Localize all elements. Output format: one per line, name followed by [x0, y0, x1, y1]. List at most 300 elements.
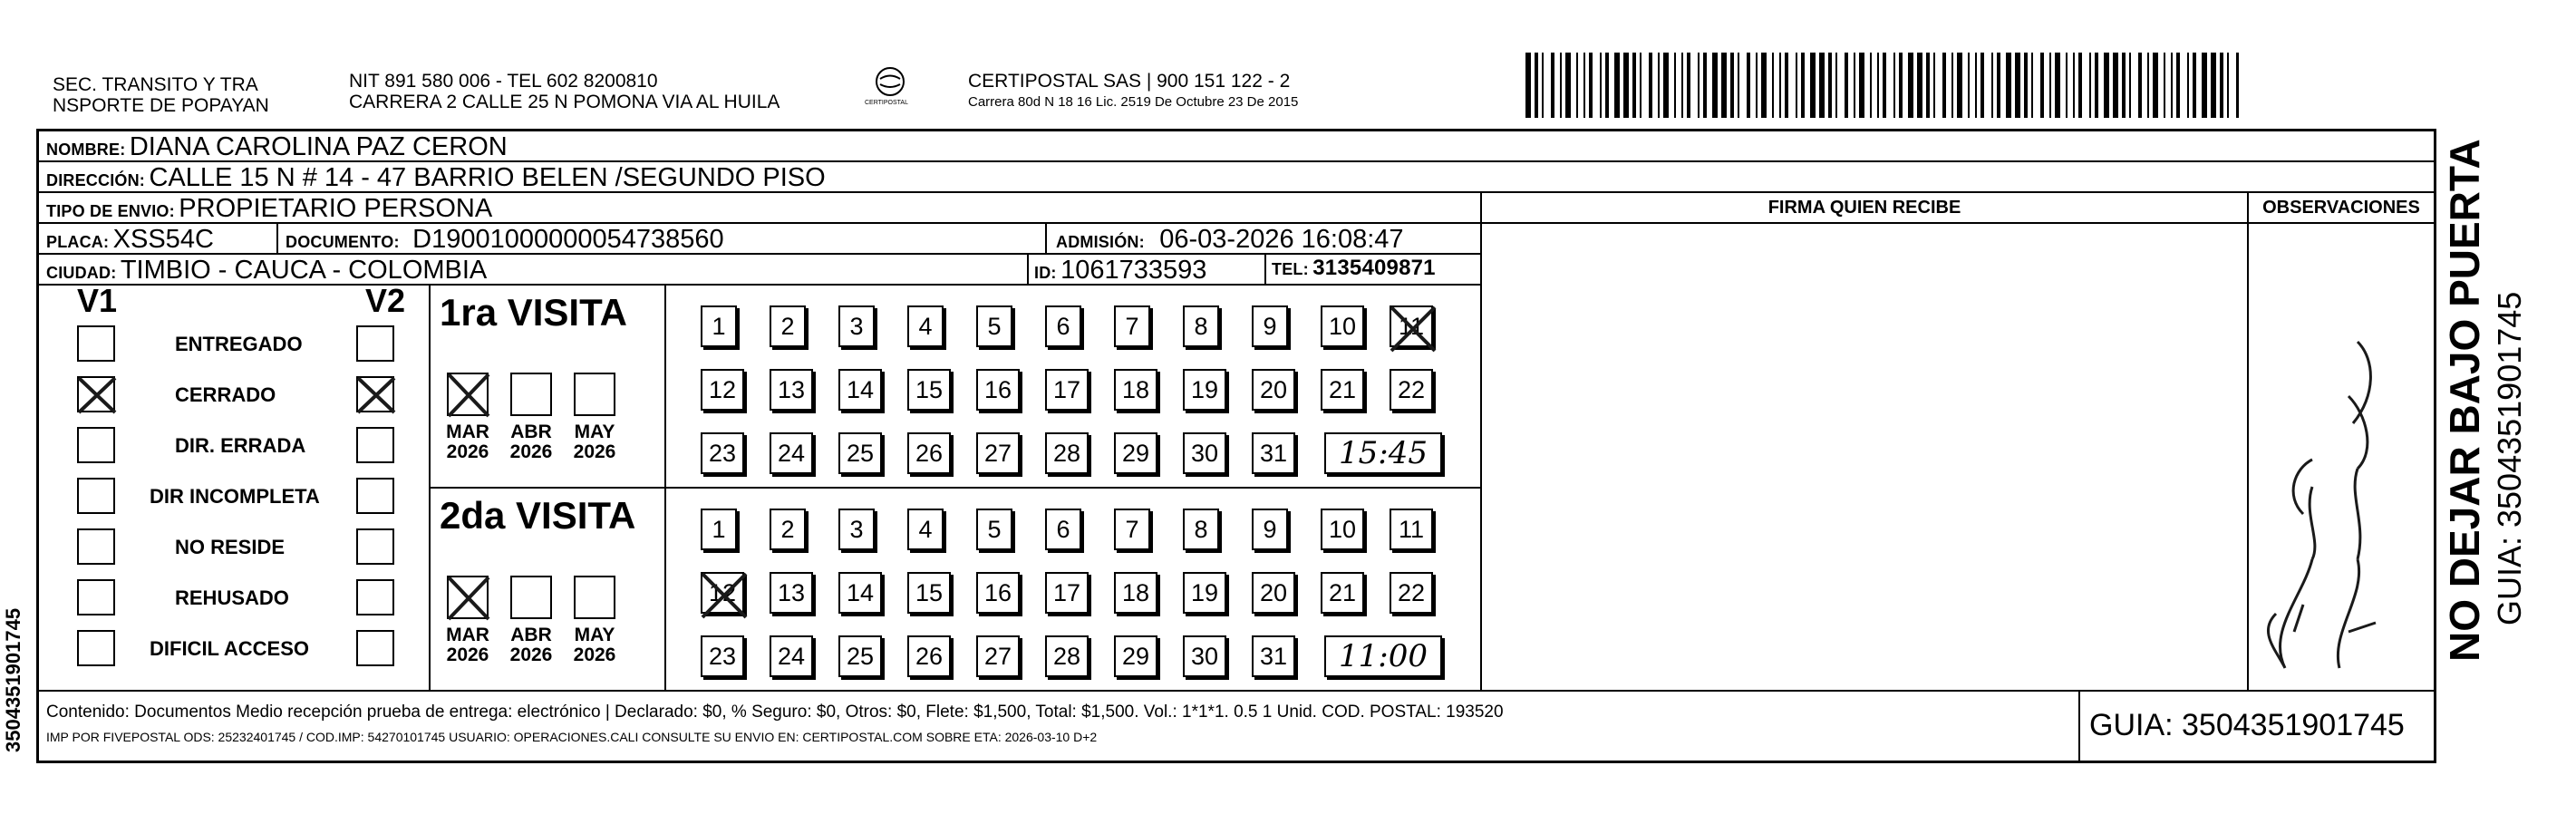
signature-area[interactable]: [1482, 287, 2247, 690]
carrier-logo-icon: [863, 65, 917, 102]
day-box[interactable]: [1252, 432, 1295, 474]
status-label: ENTREGADO: [175, 333, 303, 355]
shipping-label-frame: [36, 129, 2436, 763]
day-box[interactable]: [1183, 369, 1226, 411]
barcode: [1525, 53, 2239, 118]
day-number: 2: [780, 312, 795, 340]
barcode-bar: [1632, 53, 1636, 118]
barcode-bar: [1933, 53, 1935, 118]
day-box[interactable]: [1252, 509, 1288, 550]
day-box[interactable]: [976, 305, 1012, 347]
v1-checkbox[interactable]: [77, 528, 115, 565]
barcode-bar: [1942, 53, 1946, 118]
visit1-title: 1ra VISITA: [440, 291, 627, 334]
barcode-bar: [1975, 53, 1977, 118]
day-box[interactable]: [1390, 305, 1433, 347]
row-nombre: [39, 131, 2434, 162]
status-label: DIFICIL ACCESO: [150, 637, 310, 660]
barcode-bar: [1576, 53, 1578, 118]
day-box[interactable]: [976, 572, 1020, 614]
day-number: 8: [1194, 312, 1208, 340]
firma-header: FIRMA QUIEN RECIBE: [1767, 197, 1961, 218]
barcode-bar: [1747, 53, 1750, 118]
barcode-bar: [1721, 53, 1727, 118]
visit2-title: 2da VISITA: [440, 494, 636, 537]
barcode-bar: [1674, 53, 1676, 118]
day-number: 13: [777, 578, 806, 606]
admision-value: 06-03-2026 16:08:47: [1159, 225, 1404, 254]
barcode-bar: [1870, 53, 1872, 118]
ciudad-label: CIUDAD:: [46, 264, 117, 282]
carrier-line-2: Carrera 80d N 18 16 Lic. 2519 De Octubre 23 De 2015: [968, 94, 1299, 110]
check-mark-icon: [445, 574, 492, 623]
barcode-bar: [1845, 53, 1848, 118]
day-box[interactable]: [838, 572, 882, 614]
v1-checkbox[interactable]: [77, 478, 115, 514]
day-number: 11: [1398, 312, 1425, 340]
barcode-bar: [1877, 53, 1879, 118]
day-number: 11: [1398, 515, 1425, 543]
month-year: 2026: [446, 644, 489, 665]
barcode-bar: [1525, 53, 1531, 118]
day-number: 19: [1190, 375, 1219, 403]
day-box[interactable]: [907, 432, 951, 474]
day-box[interactable]: [838, 305, 875, 347]
barcode-bar: [1991, 53, 1993, 118]
day-box[interactable]: [1114, 305, 1150, 347]
barcode-bar: [2227, 53, 2229, 118]
day-box[interactable]: [976, 432, 1020, 474]
day-box[interactable]: [1114, 572, 1157, 614]
day-number: 16: [983, 578, 1012, 606]
day-box[interactable]: [1183, 432, 1226, 474]
barcode-bar: [2147, 53, 2149, 118]
month-label: ABR: [510, 422, 552, 442]
day-number: 20: [1259, 375, 1288, 403]
barcode-bar: [1535, 53, 1538, 118]
day-number: 24: [777, 642, 806, 670]
day-box[interactable]: [1183, 572, 1226, 614]
day-box[interactable]: [1045, 432, 1089, 474]
barcode-bar: [1623, 53, 1629, 118]
month-year: 2026: [446, 441, 489, 462]
barcode-bar: [2006, 53, 2011, 118]
footer-guia: GUIA: 3504351901745: [2089, 708, 2405, 742]
v2-checkbox[interactable]: [356, 630, 394, 666]
barcode-bar: [2066, 53, 2068, 118]
barcode-bar: [2049, 53, 2051, 118]
month-year: 2026: [573, 644, 616, 665]
barcode-bar: [1779, 53, 1781, 118]
barcode-bar: [1980, 53, 1984, 118]
day-number: 27: [983, 642, 1012, 670]
barcode-bar: [1859, 53, 1864, 118]
nombre-value: DIANA CAROLINA PAZ CERON: [129, 132, 508, 161]
documento-value: D19001000000054738560: [412, 225, 724, 254]
day-box[interactable]: [1045, 305, 1081, 347]
barcode-bar: [1663, 53, 1669, 118]
row-ciudad: [39, 255, 1482, 286]
day-number: 9: [1263, 515, 1277, 543]
check-mark-icon: [445, 371, 492, 420]
barcode-bar: [1917, 53, 1922, 118]
day-number: 7: [1125, 312, 1139, 340]
day-number: 15: [915, 578, 944, 606]
day-number: 1: [712, 312, 726, 340]
time-box[interactable]: [1324, 432, 1442, 474]
day-box[interactable]: [838, 432, 882, 474]
day-number: 4: [918, 312, 933, 340]
day-box[interactable]: [838, 635, 882, 677]
barcode-bar: [1908, 53, 1913, 118]
month-year: 2026: [509, 441, 553, 462]
status-label: NO RESIDE: [175, 536, 286, 558]
barcode-bar: [1997, 53, 2000, 118]
check-mark-icon: [75, 374, 119, 416]
day-number: 17: [1052, 578, 1081, 606]
day-box[interactable]: [1252, 369, 1295, 411]
day-number: 16: [983, 375, 1012, 403]
day-box[interactable]: [1114, 509, 1150, 550]
documento-label: DOCUMENTO:: [286, 233, 400, 251]
day-number: 10: [1328, 515, 1357, 543]
nit-line-1: NIT 891 580 006 - TEL 602 8200810: [349, 71, 658, 92]
barcode-bar: [1703, 53, 1707, 118]
day-box[interactable]: [907, 635, 951, 677]
day-box[interactable]: [1183, 509, 1219, 550]
day-box[interactable]: [1252, 305, 1288, 347]
v1-checkbox[interactable]: [77, 376, 115, 412]
month-checkbox[interactable]: [574, 576, 615, 619]
check-mark-icon: [699, 570, 750, 621]
day-number: 29: [1121, 642, 1150, 670]
carrier-line-1: CERTIPOSTAL SAS | 900 151 122 - 2: [968, 71, 1291, 92]
barcode-bar: [1605, 53, 1609, 118]
barcode-bar: [1801, 53, 1805, 118]
tipo-value: PROPIETARIO PERSONA: [179, 194, 493, 223]
day-box[interactable]: [701, 369, 744, 411]
day-number: 26: [915, 439, 944, 467]
day-number: 27: [983, 439, 1012, 467]
admision-label: ADMISIÓN:: [1056, 233, 1145, 251]
barcode-bar: [1681, 53, 1683, 118]
footer-imp: IMP POR FIVEPOSTAL ODS: 25232401745 / COD.IMP: 54270101745 USUARIO: OPERACIONES.CALI CONSULTE SU ENVIO EN: CERTIPOSTAL.COM SOBRE ETA: 2026-03-10 D+2: [46, 730, 1098, 744]
day-box[interactable]: [770, 509, 806, 550]
day-number: 23: [708, 439, 737, 467]
month-checkbox[interactable]: [447, 373, 489, 416]
barcode-bar: [2113, 53, 2118, 118]
v2-checkbox[interactable]: [356, 579, 394, 615]
day-number: 12: [708, 375, 737, 403]
v1-checkbox[interactable]: [77, 427, 115, 463]
day-box[interactable]: [1390, 369, 1433, 411]
day-box[interactable]: [1045, 509, 1081, 550]
day-number: 3: [849, 515, 864, 543]
month-checkbox[interactable]: [510, 373, 552, 416]
direccion-value: CALLE 15 N # 14 - 47 BARRIO BELEN /SEGUNDO PISO: [149, 163, 826, 192]
status-label: REHUSADO: [175, 586, 289, 609]
barcode-bar: [2164, 53, 2165, 118]
time-value: 15:45: [1339, 435, 1428, 471]
month-year: 2026: [573, 441, 616, 462]
day-number: 31: [1259, 642, 1288, 670]
status-area: [39, 282, 1482, 690]
day-number: 13: [777, 375, 806, 403]
day-box[interactable]: [1114, 635, 1157, 677]
barcode-bar: [2202, 53, 2207, 118]
day-box[interactable]: [701, 635, 744, 677]
barcode-bar: [1640, 53, 1641, 118]
day-box[interactable]: [1183, 305, 1219, 347]
v2-checkbox[interactable]: [356, 528, 394, 565]
barcode-bar: [2176, 53, 2180, 118]
barcode-bar: [2095, 53, 2098, 118]
day-number: 29: [1121, 439, 1150, 467]
nit-line-2: CARRERA 2 CALLE 25 N POMONA VIA AL HUILA: [349, 92, 780, 112]
barcode-bar: [2024, 53, 2028, 118]
day-box[interactable]: [907, 572, 951, 614]
month-label: ABR: [510, 625, 552, 645]
observaciones-area[interactable]: [2249, 287, 2434, 690]
day-number: 30: [1190, 439, 1219, 467]
barcode-bar: [2220, 53, 2223, 118]
v2-checkbox[interactable]: [356, 325, 394, 362]
side-guia: GUIA: 3504351901745: [2491, 291, 2528, 625]
day-box[interactable]: [701, 432, 744, 474]
barcode-bar: [2236, 53, 2239, 118]
day-box[interactable]: [838, 509, 875, 550]
id-value: 1061733593: [1060, 256, 1207, 285]
barcode-bar: [2040, 53, 2044, 118]
time-value: 11:00: [1339, 638, 1428, 674]
day-box[interactable]: [907, 305, 944, 347]
placa-value: XSS54C: [112, 225, 214, 254]
day-number: 3: [849, 312, 864, 340]
tel-label: TEL:: [1272, 260, 1309, 278]
barcode-bar: [1810, 53, 1816, 118]
v2-checkbox[interactable]: [356, 478, 394, 514]
barcode-bar: [2078, 53, 2082, 118]
day-number: 18: [1121, 375, 1150, 403]
day-number: 28: [1052, 642, 1081, 670]
barcode-bar: [1698, 53, 1700, 118]
day-number: 7: [1125, 515, 1139, 543]
day-number: 17: [1052, 375, 1081, 403]
sender-line-2: NSPORTE DE POPAYAN: [53, 95, 269, 116]
day-number: 1: [712, 515, 726, 543]
day-number: 18: [1121, 578, 1150, 606]
month-checkbox[interactable]: [574, 373, 615, 416]
barcode-bar: [1819, 53, 1825, 118]
barcode-bar: [2015, 53, 2020, 118]
tipo-label: TIPO DE ENVIO:: [46, 202, 175, 220]
day-number: 5: [987, 312, 1002, 340]
tel-value: 3135409871: [1312, 256, 1436, 280]
day-box[interactable]: [701, 572, 744, 614]
day-box[interactable]: [770, 369, 813, 411]
day-box[interactable]: [1321, 305, 1364, 347]
day-number: 28: [1052, 439, 1081, 467]
observaciones-header: OBSERVACIONES: [2262, 197, 2420, 218]
day-number: 8: [1194, 515, 1208, 543]
day-box[interactable]: [1045, 369, 1089, 411]
sender-line-1: SEC. TRANSITO Y TRA: [53, 74, 258, 95]
day-number: 22: [1397, 578, 1426, 606]
barcode-bar: [1772, 53, 1774, 118]
barcode-bar: [1589, 53, 1593, 118]
month-label: MAY: [574, 422, 615, 442]
day-box[interactable]: [770, 305, 806, 347]
barcode-bar: [1600, 53, 1602, 118]
barcode-bar: [2055, 53, 2060, 118]
status-label: DIR. ERRADA: [175, 434, 306, 457]
barcode-bar: [1957, 53, 1962, 118]
barcode-bar: [2193, 53, 2196, 118]
day-number: 25: [846, 642, 875, 670]
barcode-bar: [1649, 53, 1652, 118]
barcode-bar: [1835, 53, 1837, 118]
day-box[interactable]: [701, 305, 737, 347]
day-box[interactable]: [1321, 572, 1364, 614]
time-box[interactable]: [1324, 635, 1442, 677]
month-checkbox[interactable]: [510, 576, 552, 619]
day-box[interactable]: [1114, 432, 1157, 474]
day-number: 6: [1056, 312, 1070, 340]
barcode-bar: [1828, 53, 1832, 118]
day-box[interactable]: [1114, 369, 1157, 411]
month-checkbox[interactable]: [447, 576, 489, 619]
day-box[interactable]: [907, 509, 944, 550]
day-box[interactable]: [1045, 572, 1089, 614]
barcode-bar: [1926, 53, 1930, 118]
status-label: DIR INCOMPLETA: [150, 485, 320, 508]
left-edge-code: 3504351901745: [2, 607, 24, 752]
barcode-bar: [2073, 53, 2075, 118]
day-box[interactable]: [770, 432, 813, 474]
day-number: 20: [1259, 578, 1288, 606]
row-direccion: [39, 162, 2434, 193]
day-box[interactable]: [976, 509, 1012, 550]
logo-caption: CERTIPOSTAL: [865, 100, 908, 106]
barcode-bar: [1730, 53, 1734, 118]
day-number: 2: [780, 515, 795, 543]
barcode-bar: [1756, 53, 1758, 118]
day-box[interactable]: [770, 635, 813, 677]
check-mark-icon: [354, 374, 398, 416]
day-box[interactable]: [838, 369, 882, 411]
barcode-bar: [1551, 53, 1554, 118]
day-box[interactable]: [1252, 635, 1295, 677]
day-number: 10: [1328, 312, 1357, 340]
barcode-bar: [1951, 53, 1953, 118]
barcode-bar: [1785, 53, 1788, 118]
day-number: 6: [1056, 515, 1070, 543]
day-box[interactable]: [1321, 369, 1364, 411]
carrier-logo: [863, 65, 917, 116]
day-number: 5: [987, 515, 1002, 543]
nombre-label: NOMBRE:: [46, 141, 126, 159]
barcode-bar: [2211, 53, 2216, 118]
barcode-bar: [2129, 53, 2131, 118]
placa-label: PLACA:: [46, 233, 110, 251]
barcode-bar: [1899, 53, 1903, 118]
day-number: 14: [846, 578, 875, 606]
month-label: MAR: [446, 422, 489, 442]
barcode-bar: [2187, 53, 2189, 118]
day-number: 21: [1328, 375, 1357, 403]
barcode-bar: [1614, 53, 1620, 118]
direccion-label: DIRECCIÓN:: [46, 171, 145, 189]
v2-label: V2: [365, 282, 406, 319]
barcode-bar: [2153, 53, 2158, 118]
v1-checkbox[interactable]: [77, 579, 115, 615]
day-box[interactable]: [1183, 635, 1226, 677]
month-label: MAY: [574, 625, 615, 645]
barcode-bar: [1796, 53, 1797, 118]
ciudad-value: TIMBIO - CAUCA - COLOMBIA: [120, 256, 488, 285]
v2-checkbox[interactable]: [356, 376, 394, 412]
barcode-bar: [1687, 53, 1690, 118]
barcode-bar: [2031, 53, 2033, 118]
barcode-bar: [2104, 53, 2109, 118]
v2-checkbox[interactable]: [356, 427, 394, 463]
barcode-bar: [1712, 53, 1718, 118]
day-number: 15: [915, 375, 944, 403]
day-number: 9: [1263, 312, 1277, 340]
barcode-bar: [1658, 53, 1660, 118]
no-dejar-bajo-puerta: NO DEJAR BAJO PUERTA: [2441, 139, 2488, 662]
day-box[interactable]: [976, 369, 1020, 411]
day-box[interactable]: [1321, 509, 1364, 550]
barcode-bar: [1738, 53, 1739, 118]
day-number: 12: [708, 578, 737, 606]
month-year: 2026: [509, 644, 553, 665]
day-number: 23: [708, 642, 737, 670]
v1-checkbox[interactable]: [77, 630, 115, 666]
barcode-bar: [1560, 53, 1562, 118]
barcode-bar: [1968, 53, 1970, 118]
day-number: 22: [1397, 375, 1426, 403]
barcode-bar: [1854, 53, 1855, 118]
day-number: 25: [846, 439, 875, 467]
barcode-bar: [1565, 53, 1571, 118]
barcode-bar: [1883, 53, 1886, 118]
barcode-bar: [1893, 53, 1895, 118]
barcode-bar: [2138, 53, 2142, 118]
day-box[interactable]: [907, 369, 951, 411]
v1-label: V1: [77, 282, 118, 319]
day-box[interactable]: [976, 635, 1020, 677]
day-number: 21: [1328, 578, 1357, 606]
day-number: 14: [846, 375, 875, 403]
footer-contenido: Contenido: Documentos Medio recepción prueba de entrega: electrónico | Declarado: $0, % Seguro: $0, Otros: $0, Flete: $1,500, Total: $1,500. Vol.: 1*1*1. 0.5 1 Unid. COD. POSTAL: 193520: [46, 703, 1504, 722]
status-label: CERRADO: [175, 383, 276, 406]
barcode-bar: [2171, 53, 2173, 118]
day-box[interactable]: [701, 509, 737, 550]
barcode-bar: [1542, 53, 1544, 118]
day-box[interactable]: [1390, 572, 1433, 614]
day-number: 30: [1190, 642, 1219, 670]
barcode-bar: [2089, 53, 2091, 118]
day-box[interactable]: [1045, 635, 1089, 677]
v1-checkbox[interactable]: [77, 325, 115, 362]
day-box[interactable]: [1252, 572, 1295, 614]
day-box[interactable]: [1390, 509, 1433, 550]
day-number: 31: [1259, 439, 1288, 467]
day-box[interactable]: [770, 572, 813, 614]
barcode-bar: [1761, 53, 1767, 118]
day-number: 26: [915, 642, 944, 670]
